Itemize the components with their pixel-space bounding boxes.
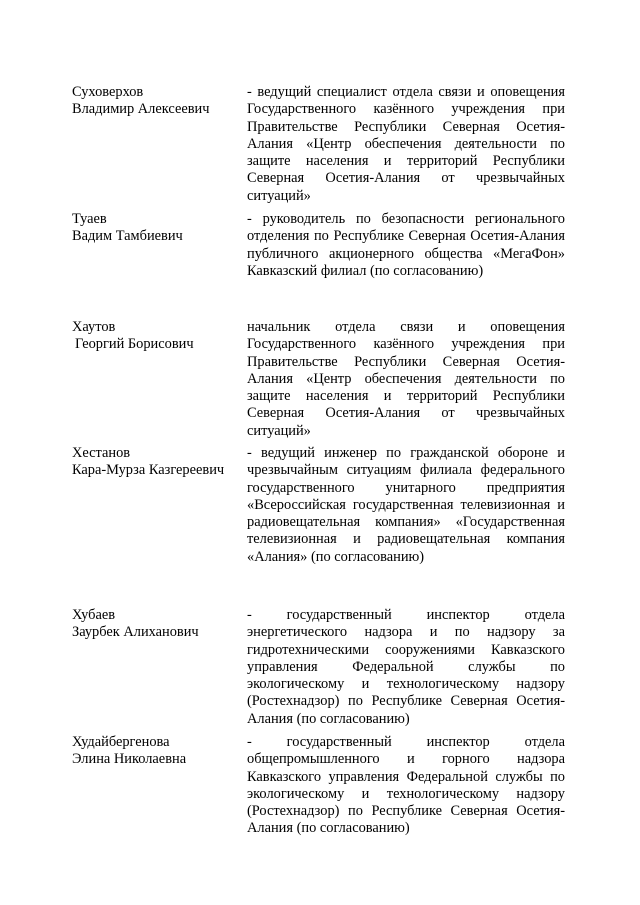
member-given-names: Кара-Мурза Казгереевич	[72, 462, 225, 479]
member-position: - ведущий специалист отдела связи и оповещения Государственного казённого учреждения при Правительстве Республики Северная Осетия-Алания «Центр обеспечения деятельности по защите населения и территорий Республики Северная Осетия-Алания от чрезвычайных ситуаций»	[247, 84, 565, 204]
member-surname: Хестанов	[72, 445, 131, 461]
member-name	[72, 319, 247, 354]
member-given-names: Элина Николаевна	[72, 751, 187, 768]
member-name	[72, 445, 247, 480]
member-surname: Худайбергенова	[72, 734, 170, 750]
member-position: - государственный инспектор отдела общепромышленного и горного надзора Кавказского управления Федеральной службы по экологическому и технологическому надзору (Ростехнадзор) по Республике Северная Осетия-Алания (по согласованию)	[247, 734, 565, 837]
member-position: - руководитель по безопасности регионального отделения по Республике Северная Осетия-Алания публичного акционерного общества «МегаФон» Кавказский филиал (по согласованию)	[247, 211, 565, 279]
member-given-names: Георгий Борисович	[75, 336, 194, 353]
member-given-names: Владимир Алексеевич	[72, 101, 210, 118]
member-name	[72, 84, 247, 119]
member-position: - ведущий инженер по гражданской обороне и чрезвычайным ситуациям филиала федерального государственного унитарного предприятия «Всероссийская государственная телевизионная и радиовещательная компания» «Государственная телевизионная и радиовещательная компания «Алания» (по согласованию)	[247, 445, 565, 565]
member-name	[72, 211, 247, 246]
member-surname: Суховерхов	[72, 84, 144, 100]
member-position: - государственный инспектор отдела энергетического надзора и по надзору за гидротехническими сооружениями Кавказского управления Федеральной службы по экологическому и технологическому надзору (Ростехнадзор) по Республике Северная Осетия-Алания (по согласованию)	[247, 607, 565, 727]
member-name	[72, 734, 247, 769]
member-given-names: Вадим Тамбиевич	[72, 228, 183, 245]
member-position: начальник отдела связи и оповещения Государственного казённого учреждения при Правительстве Республики Северная Осетия-Алания «Центр обеспечения деятельности по защите населения и территорий Республики Северная Осетия-Алания от чрезвычайных ситуаций»	[247, 319, 565, 439]
member-surname: Хубаев	[72, 607, 116, 623]
member-given-names: Заурбек Алиханович	[72, 624, 199, 641]
member-surname: Хаутов	[72, 319, 116, 335]
member-surname: Туаев	[72, 211, 107, 227]
member-name	[72, 607, 247, 642]
